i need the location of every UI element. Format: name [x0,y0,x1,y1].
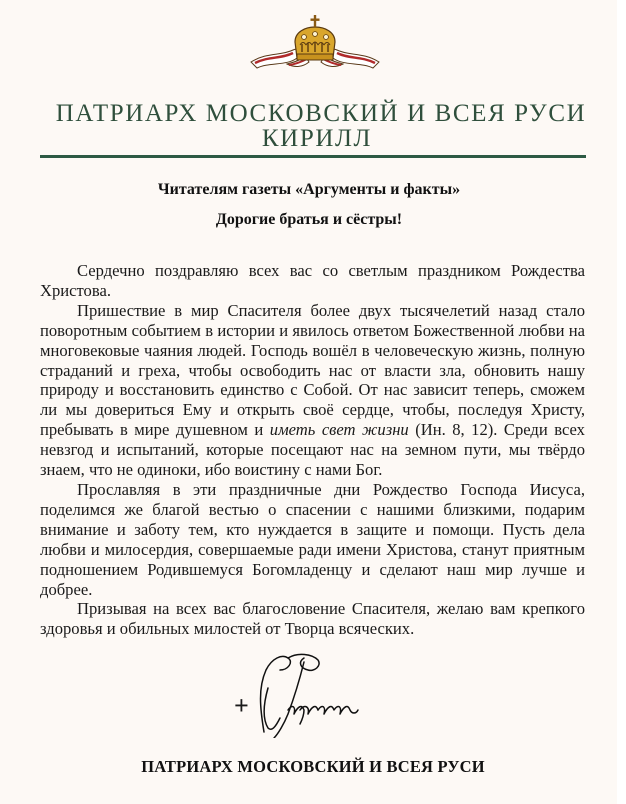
signature-kirill-icon [228,648,388,738]
paragraph-2 [40,301,585,480]
paragraph-2-text-b: (Ин. 8, 12). Среди всех невзгод и испытаний, которые посещают нас на земном пути, мы твёрдо знаем, что не одиноки, ибо воистину с нами Бог. [40,420,585,480]
paragraph-4: Призывая на всех вас благословение Спасителя, желаю вам крепкого здоровья и обильных милостей от Творца всяческих. [40,599,585,639]
letter-body [40,261,585,639]
letter-greeting: Дорогие братья и сёстры! [215,211,403,228]
letterhead-divider [40,155,586,158]
paragraph-3: Прославляя в эти праздничные дни Рождество Господа Иисуса, поделимся же благой вестью о спасении с нашими близкими, подарим внимание и заботу тем, кто нуждается в защите и помощи. Пусть дела любви и милосердия, совершаемые ради имени Христова, станут приятным подношением Родившемуся Богомладенцу и сделают наш мир лучше и добрее. [40,479,585,599]
paragraph-2-text-a: Пришествие в мир Спасителя более двух тысячелетий назад стало поворотным событием в истории и явилось ответом Божественной любви на многовековые чаяния людей. Господь вошёл в человеческую жизнь, полную страданий и греха, чтобы освободить нас от власти зла, обновить нашу природу и восстановить единство с Собой. От нас зависит теперь, сможем ли мы довериться Ему и открыть своё сердце, чтобы, последуя Христу, пребывать в мире душевном и [40,300,585,440]
scripture-quote: иметь свет жизни [269,420,409,440]
letterhead-title: ПАТРИАРХ МОСКОВСКИЙ И ВСЕЯ РУСИ [55,100,587,127]
letterhead-name: КИРИЛЛ [261,125,373,152]
paragraph-1: Сердечно поздравляю всех вас со светлым праздником Рождества Христова. [40,261,585,300]
cross-mark: + [234,691,249,720]
letter-address: Читателям газеты «Аргументы и факты» [157,181,461,198]
patriarch-crown-with-ribbon-icon [247,12,383,70]
signatory-title: ПАТРИАРХ МОСКОВСКИЙ И ВСЕЯ РУСИ [141,757,485,776]
